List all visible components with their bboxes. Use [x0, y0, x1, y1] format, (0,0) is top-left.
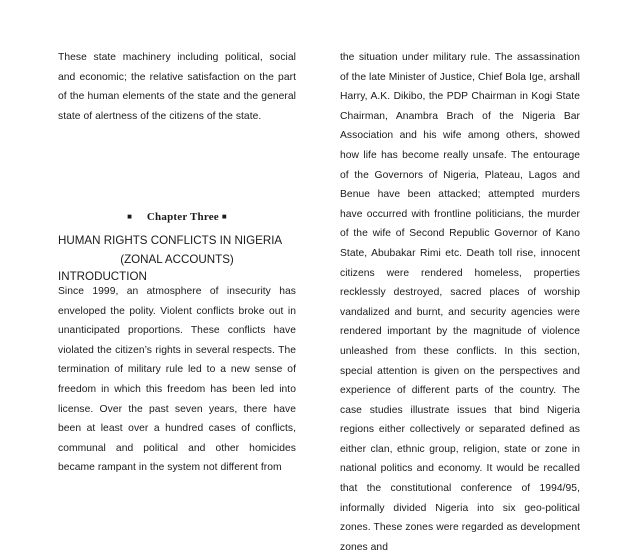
section-title: HUMAN RIGHTS CONFLICTS IN NIGERIA	[58, 234, 283, 247]
bullet-right-icon: ■	[221, 212, 227, 221]
introduction-heading: INTRODUCTION	[58, 270, 147, 283]
left-column	[58, 48, 296, 126]
right-paragraph: the situation under military rule. The assassination of the late Minister of Justice, Chief Bola Ige, arshall Harry, A.K. Dikibo, the PDP Chairman in Kogi State Chairman, Anambra Brach of the Nigeria Bar Association and his wife among others, showed how life has become really unsafe. The entourage of the Governors of Nigeria, Plateau, Lagos and Benue have been attacked; attempted murders have occurred with frontline politicians, the murder of the wife of Second Republic Governor of Kano State, Abubakar Rimi etc. Death toll rise, innocent citizens were rendered homeless, properties recklessly destroyed, sacred places of worship vandalized and burnt, and security agencies were rendered important by the magnitude of violence unleashed from these conflicts. In this section, special attention is given on the perspectives and experience of different parts of the country. The case studies illustrate issues that bind Nigeria regions either collectively or separated defined as either clan, ethnic group, religion, state or zone in national politics and economy. It would be recalled that the constitutional conference of 1994/95, informally divided Nigeria into six geo-political zones. These zones were regarded as development zones and	[340, 52, 580, 553]
right-column	[340, 48, 580, 557]
left-top-paragraph: These state machinery including political, social and economic; the relative satisfaction on the part of the human elements of the state and the general state of alertness of the citizens of the state.	[58, 52, 296, 122]
section-subtitle: (ZONAL ACCOUNTS)	[120, 253, 234, 266]
intro-paragraph: Since 1999, an atmosphere of insecurity has enveloped the polity. Violent conflicts broke out in unanticipated proportions. These conflicts have violated the citizen’s rights in several respects. The termination of military rule led to a new sense of freedom in which this freedom has been led into license. Over the past seven years, there have been at least over a hundred cases of conflicts, communal and political and other homicides became rampant in the system not different from	[58, 286, 296, 474]
left-body	[58, 282, 296, 478]
chapter-heading	[58, 211, 296, 223]
bullet-left-icon: ■	[127, 212, 133, 221]
chapter-label: Chapter Three	[146, 211, 219, 223]
